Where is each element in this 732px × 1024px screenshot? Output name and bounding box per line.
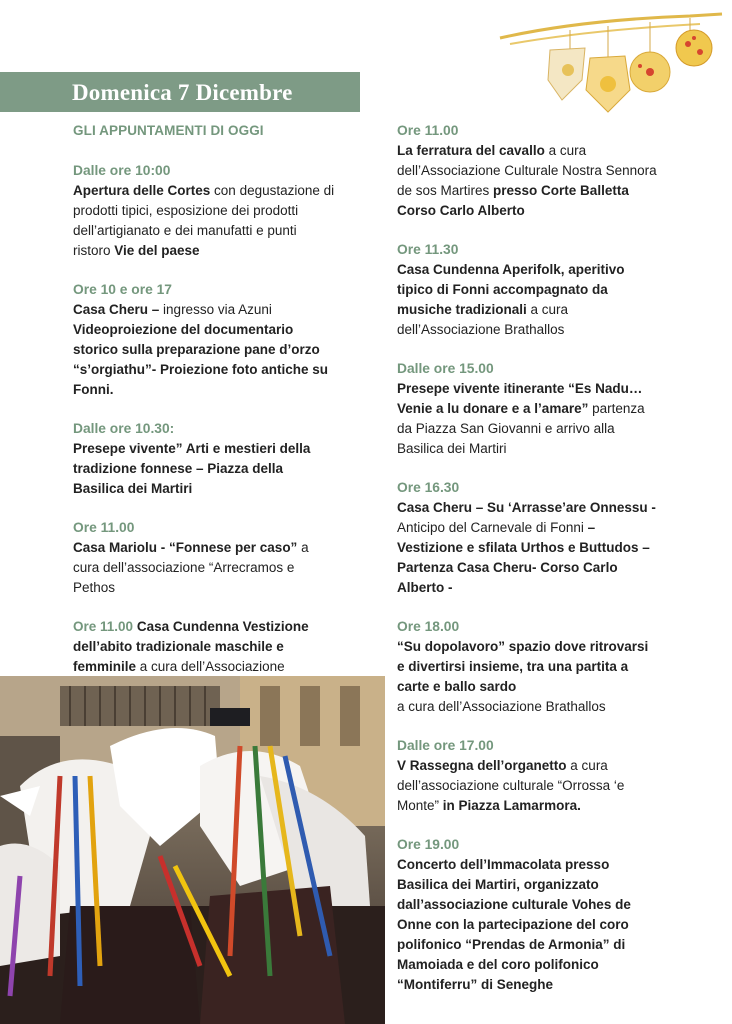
event-item — [397, 121, 659, 221]
event-item — [73, 518, 335, 598]
event-description: Presepe vivente” Arti e mestieri della tradizione fonnese – Piazza della Basilica dei Martiri — [73, 441, 311, 496]
event-item — [73, 161, 335, 261]
event-time: Ore 11.00 — [397, 123, 459, 138]
event-description: Concerto dell’Immacolata presso Basilica dei Martiri, organizzato dall’associazione culturale Vohes de Onne con la partecipazione del coro polifonico “Prendas de Armonia” di Mamoiada e del coro polifonico “Montiferru” di Seneghe — [397, 857, 631, 992]
costume-dancers-photo — [0, 676, 385, 1024]
event-description: Casa Cheru – ingresso via Azuni Videoproiezione del documentario storico sulla preparazione pane d’orzo “s’orgiathu”- Proiezione foto antiche su Fonni. — [73, 302, 329, 397]
event-item — [397, 359, 659, 459]
event-item — [73, 419, 335, 499]
left-column — [73, 161, 335, 716]
event-description: Casa Cheru – Su ‘Arrasse’are Onnessu - Anticipo del Carnevale di Fonni – Vestizione e sfilata Urthos e Buttudos – Partenza Casa Cheru- Corso Carlo Alberto - — [397, 500, 656, 595]
event-time: Ore 11.30 — [397, 242, 459, 257]
event-description: Presepe vivente itinerante “Es Nadu… Venie a lu donare e a l’amare” partenza da Piazza San Giovanni e arrivo alla Basilica dei Martiri — [397, 381, 645, 456]
page-title: Domenica 7 Dicembre — [72, 80, 293, 105]
event-item — [397, 736, 659, 816]
event-description: Ore 11.00 Casa Cundenna Vestizione dell’abito tradizionale maschile e femminile a cura dell’Associazione — [73, 619, 309, 674]
section-subtitle: GLI APPUNTAMENTI DI OGGI — [73, 123, 264, 138]
event-item — [397, 240, 659, 340]
event-time: Dalle ore 10:00 — [73, 163, 171, 178]
event-time: Dalle ore 10.30: — [73, 421, 175, 436]
christmas-ornament-decoration — [490, 0, 732, 116]
event-item — [73, 280, 335, 400]
event-time: Dalle ore 15.00 — [397, 361, 494, 376]
event-description: V Rassegna dell’organetto a cura dell’associazione culturale “Orrossa ‘e Monte” in Piazza Lamarmora. — [397, 758, 625, 813]
event-item — [397, 617, 659, 717]
event-time: Ore 19.00 — [397, 837, 460, 852]
event-time: Ore 10 e ore 17 — [73, 282, 172, 297]
event-description: Casa Mariolu - “Fonnese per caso” a cura dell’associazione “Arrecramos e Pethos — [73, 540, 309, 595]
right-column — [397, 121, 659, 1014]
event-description: Casa Cundenna Aperifolk, aperitivo tipico di Fonni accompagnato da musiche tradizionali a cura dell’Associazione Brathallos — [397, 262, 625, 337]
event-time: Ore 11.00 — [73, 520, 135, 535]
event-description: “Su dopolavoro” spazio dove ritrovarsi e divertirsi insieme, tra una partita a carte e ballo sardo a cura dell’Associazione Brathallos — [397, 639, 649, 714]
event-item — [397, 478, 659, 598]
photo-illustration — [0, 676, 385, 1024]
event-item — [397, 835, 659, 995]
event-time: Ore 18.00 — [397, 619, 460, 634]
event-description: La ferratura del cavallo a cura dell’Associazione Culturale Nostra Sennora de sos Martires presso Corte Balletta Corso Carlo Alberto — [397, 143, 657, 218]
event-time: Dalle ore 17.00 — [397, 738, 494, 753]
event-time: Ore 11.00 — [73, 619, 134, 634]
event-description: Apertura delle Cortes con degustazione di prodotti tipici, esposizione dei prodotti dell’artigianato e dei manufatti e punti ristoro Vie del paese — [73, 183, 335, 258]
event-time: Ore 16.30 — [397, 480, 460, 495]
